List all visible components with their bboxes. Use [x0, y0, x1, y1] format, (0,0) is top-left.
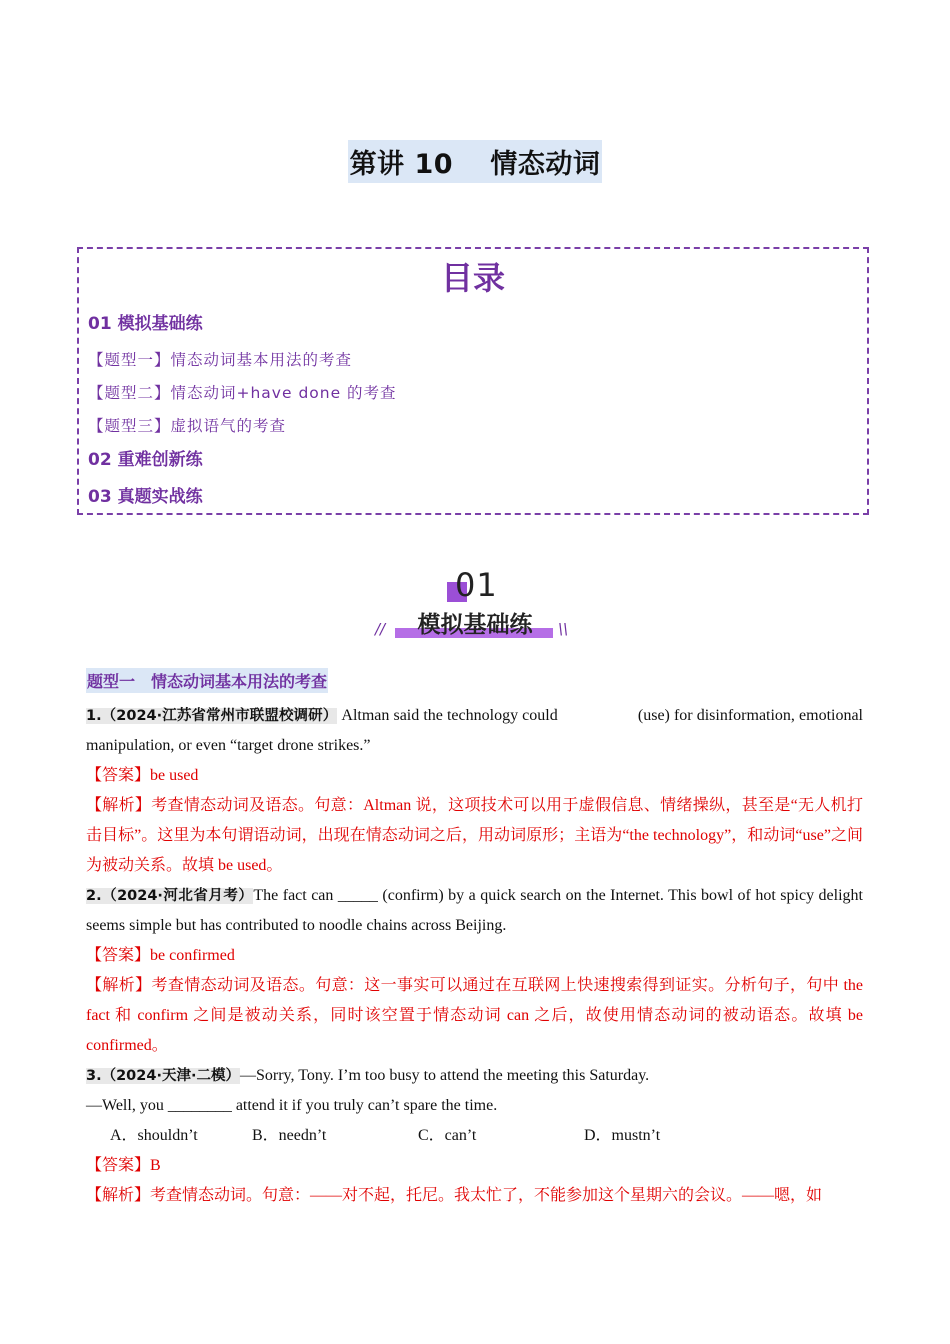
banner-left-slash-icon: //: [375, 620, 386, 638]
table-of-contents: [77, 247, 869, 515]
question-2: [86, 881, 863, 941]
question-1-answer: 【答案】be used: [86, 767, 199, 784]
type-heading: 题型一 情态动词基本用法的考查: [86, 668, 328, 693]
question-1-text-a: Altman said the technology could: [337, 707, 562, 724]
question-3-line-2: —Well, you ________ attend it if you truly can’t spare the time.: [86, 1097, 498, 1114]
banner-number: 01: [455, 566, 498, 604]
page-title-wrap: [0, 140, 950, 183]
question-2-answer: 【答案】be confirmed: [86, 947, 235, 964]
option-d[interactable]: D．mustn’t: [584, 1127, 661, 1144]
option-c[interactable]: C．can’t: [418, 1127, 477, 1144]
question-1: [86, 701, 863, 761]
toc-item-type-3[interactable]: 【题型三】虚拟语气的考查: [88, 417, 287, 435]
page-title: 第讲 10 情态动词: [348, 140, 603, 183]
question-1-source: 1.（2024·江苏省常州市联盟校调研）: [86, 708, 338, 724]
toc-item-type-1[interactable]: 【题型一】情态动词基本用法的考查: [88, 351, 353, 369]
banner-label: 模拟基础练: [417, 612, 533, 638]
question-3-line-1: —Sorry, Tony. I’m too busy to attend the meeting this Saturday.: [239, 1067, 650, 1084]
toc-item-section-02[interactable]: 02 重难创新练: [88, 450, 203, 470]
question-1-analysis: 【解析】考查情态动词及语态。句意：Altman 说，这项技术可以用于虚假信息、情绪操纵，甚至是“无人机打击目标”。这里为本句谓语动词，出现在情态动词之后，用动词原形；主语为“the technology”，和动词“use”之间为被动关系。故填 be used。: [86, 797, 863, 874]
question-2-source: 2.（2024·河北省月考）: [86, 888, 254, 904]
question-2-text: The fact can _____ (confirm) by a quick search on the Internet. This bowl of hot spicy delight seems simple but has contributed to noodle chains across Beijing.: [86, 887, 863, 934]
question-3: [86, 1061, 863, 1091]
section-banner: [375, 566, 575, 646]
question-1-text-b: (use) for disinformation, emotional manipulation, or even “target drone strikes.”: [86, 707, 864, 754]
question-3-source: 3.（2024·天津·二模）: [86, 1068, 240, 1084]
banner-right-slash-icon: \\: [558, 620, 569, 638]
option-b[interactable]: B．needn’t: [252, 1127, 327, 1144]
toc-heading: 目录: [440, 259, 505, 297]
toc-item-type-2[interactable]: 【题型二】情态动词+have done 的考查: [88, 384, 397, 402]
toc-item-section-03[interactable]: 03 真题实战练: [88, 487, 203, 507]
toc-item-section-01[interactable]: 01 模拟基础练: [88, 314, 203, 334]
question-3-analysis: 【解析】考查情态动词。句意：——对不起，托尼。我太忙了，不能参加这个星期六的会议。——嗯，如: [86, 1187, 823, 1204]
option-a[interactable]: A．shouldn’t: [110, 1127, 198, 1144]
question-3-answer: 【答案】B: [86, 1157, 161, 1174]
toc-list: [88, 311, 397, 521]
exercise-content: [86, 668, 863, 1211]
question-3-options: [86, 1121, 863, 1151]
question-2-analysis: 【解析】考查情态动词及语态。句意：这一事实可以通过在互联网上快速搜索得到证实。分析句子，句中 the fact 和 confirm 之间是被动关系，同时该空置于情态动词 can 之后，故使用情态动词的被动语态。故填 be confirmed。: [86, 977, 863, 1054]
